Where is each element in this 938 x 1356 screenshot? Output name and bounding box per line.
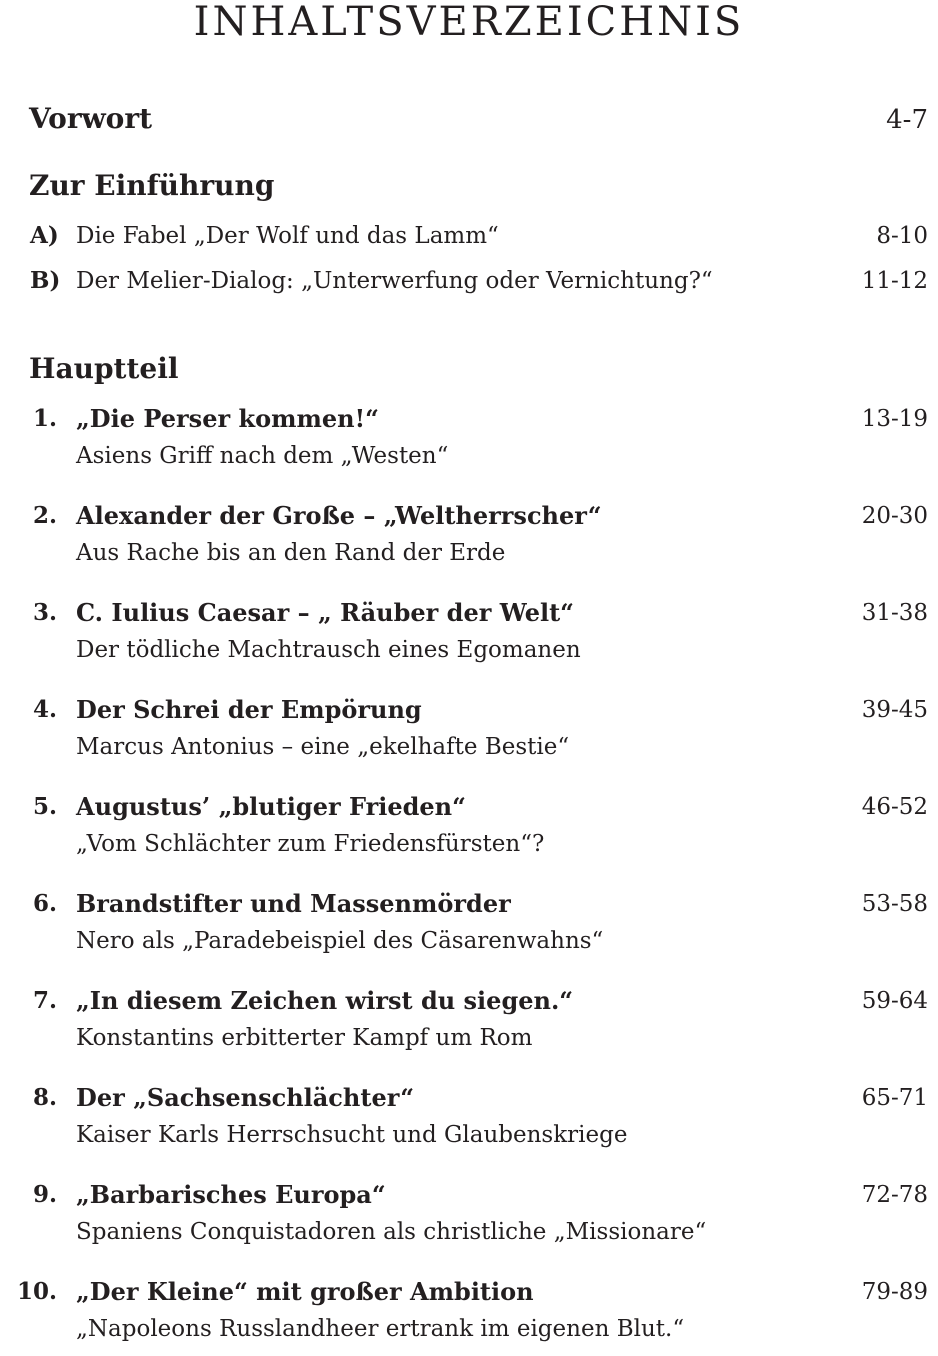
chapter-number: 5. [32, 793, 57, 820]
page-range: 46-52 [861, 794, 928, 820]
chapter-title: Alexander der Große – „Weltherrscher“ [76, 501, 602, 530]
chapter-subtitle: Marcus Antonius – eine „ekelhafte Bestie“ [76, 734, 570, 760]
chapter-subtitle: „Napoleons Russlandheer ertrank im eigenen Blut.“ [76, 1316, 685, 1342]
chapter-number: 1. [32, 405, 57, 432]
chapter-subtitle: Asiens Griff nach dem „Westen“ [76, 443, 449, 469]
section-label-einfuehrung: Zur Einführung [29, 169, 275, 202]
page-range: 20-30 [861, 503, 928, 529]
chapter-subtitle: Der tödliche Machtrausch eines Egomanen [76, 637, 581, 663]
page-range: 59-64 [861, 988, 928, 1014]
chapter-number: 10. [16, 1278, 57, 1305]
chapter-subtitle: „Vom Schlächter zum Friedensfürsten“? [76, 831, 545, 857]
chapter-title: Brandstifter und Massenmörder [76, 889, 511, 918]
chapter-subtitle: Aus Rache bis an den Rand der Erde [76, 540, 506, 566]
chapter-subtitle: Spaniens Conquistadoren als christliche „Missionare“ [76, 1219, 707, 1245]
page-range: 13-19 [861, 406, 928, 432]
page-range: 11-12 [861, 268, 928, 294]
chapter-title: Der „Sachsenschlächter“ [76, 1083, 415, 1112]
chapter-title: „In diesem Zeichen wirst du siegen.“ [76, 986, 574, 1015]
chapter-number: 8. [32, 1084, 57, 1111]
chapter-number: 4. [32, 696, 57, 723]
chapter-title: Augustus’ „blutiger Frieden“ [76, 792, 466, 821]
entry-label: A) [30, 222, 59, 249]
chapter-number: 2. [32, 502, 57, 529]
page-range: 53-58 [861, 891, 928, 917]
page-range: 72-78 [861, 1182, 928, 1208]
chapter-subtitle: Kaiser Karls Herrschsucht und Glaubenskriege [76, 1122, 628, 1148]
chapter-title: „Die Perser kommen!“ [76, 404, 379, 433]
entry-title: Der Melier-Dialog: „Unterwerfung oder Vernichtung?“ [76, 268, 713, 294]
page-range: 65-71 [861, 1085, 928, 1111]
chapter-title: Der Schrei der Empörung [76, 695, 422, 724]
page-title: INHALTSVERZEICHNIS [193, 0, 745, 45]
page-range: 79-89 [861, 1279, 928, 1305]
entry-title: Die Fabel „Der Wolf und das Lamm“ [76, 223, 499, 249]
page-range: 31-38 [861, 600, 928, 626]
page-range: 8-10 [876, 223, 928, 249]
page-range: 39-45 [861, 697, 928, 723]
chapter-subtitle: Nero als „Paradebeispiel des Cäsarenwahns“ [76, 928, 604, 954]
chapter-number: 7. [32, 987, 57, 1014]
chapter-number: 6. [32, 890, 57, 917]
chapter-number: 9. [32, 1181, 57, 1208]
chapter-number: 3. [32, 599, 57, 626]
page-range: 4-7 [886, 105, 928, 135]
chapter-title: C. Iulius Caesar – „ Räuber der Welt“ [76, 598, 574, 627]
section-label-vorwort: Vorwort [29, 102, 153, 135]
chapter-subtitle: Konstantins erbitterter Kampf um Rom [76, 1025, 533, 1051]
chapter-title: „Barbarisches Europa“ [76, 1180, 386, 1209]
chapter-title: „Der Kleine“ mit großer Ambition [76, 1277, 534, 1306]
entry-label: B) [30, 267, 61, 294]
section-label-hauptteil: Hauptteil [29, 352, 179, 385]
